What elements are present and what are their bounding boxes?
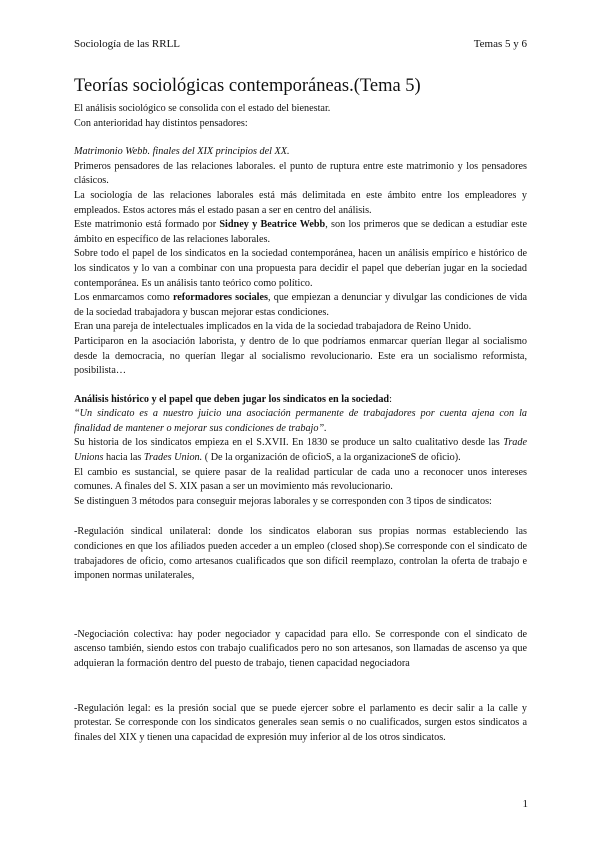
webb-paragraph-1: Primeros pensadores de las relaciones laborales. el punto de ruptura entre este matrimonio y los pensadores clásicos. — [74, 160, 527, 187]
page-number: 1 — [522, 798, 528, 810]
analisis-quote-text: “Un sindicato es a nuestro juicio una asociación permanente de trabajadores por cuenta ajena con la finalidad de mantener o mejorar sus condiciones de trabajo”. — [74, 408, 527, 434]
analisis-heading — [74, 393, 527, 408]
intro-line-2: Con anterioridad hay distintos pensadores: — [74, 117, 248, 129]
analisis-paragraph-3: Se distinguen 3 métodos para conseguir mejoras laborales y se corresponden con 3 tipos de sindicatos: — [74, 495, 492, 507]
webb-paragraph-6: Eran una pareja de intelectuales implicados en la vida de la sociedad trabajadora de Reino Unido. — [74, 321, 472, 333]
page-title: Teorías sociológicas contemporáneas.(Tema 5) — [74, 76, 421, 96]
webb-p5-end: , que empiezan a denunciar y divulgar las condiciones de vida de la sociedad trabajadora y buscan mejorar estas condiciones. — [74, 292, 527, 318]
webb-reformadores: reformadores sociales — [172, 292, 268, 304]
analisis-heading-text: Análisis histórico y el papel que deben jugar los sindicatos en la sociedad — [74, 393, 390, 405]
webb-p5-start: Los enmarcamos como — [74, 292, 173, 304]
analisis-paragraph-2: El cambio es sustancial, se quiere pasar de la realidad particular de cada uno a reconocer unos intereses comunes. A finales del S. XIX pasan a ser un movimiento más revolucionario. — [74, 466, 527, 493]
analisis-trade-unions: Trade Unions — [74, 437, 527, 464]
webb-paragraph-5 — [74, 291, 527, 320]
page-content — [74, 74, 527, 745]
webb-p3-start: Este matrimonio está formado por — [74, 219, 220, 231]
analisis-p1-a: Su historia de los sindicatos empieza en el S.XVII. En 1830 se produce un salto cualitativo desde las — [74, 437, 504, 449]
webb-p3-end: , son los primeros que se dedican a estudiar este ámbito en específico de las relaciones laborales. — [74, 219, 527, 245]
webb-heading-text: Matrimonio Webb. finales del XIX principios del XX. — [74, 146, 290, 158]
webb-paragraph-4: Sobre todo el papel de los sindicatos en la sociedad contemporánea, hacen un análisis empírico e histórico de los sindicatos y lo van a combinar con una propuesta para decidir el papel que deberían jugar en la sociedad contemporánea. Es un análisis tanto teórico como político. — [74, 248, 527, 289]
intro-line-1: El análisis sociológico se consolida con el estado del bienestar. — [74, 103, 331, 114]
header-left: Sociología de las RRLL — [74, 38, 181, 50]
webb-heading — [74, 145, 527, 160]
analisis-trades-union: Trades Union. — [143, 452, 203, 464]
analisis-p1-c: hacia las — [103, 452, 144, 464]
analisis-heading-colon: : — [389, 393, 392, 405]
webb-paragraph-2: La sociología de las relaciones laborales está más delimitada en este ámbito entre los empleadores y empleados. Estos actores más el estado pasan a ser en centro del análisis. — [74, 189, 527, 216]
webb-names: Sidney y Beatrice Webb — [219, 219, 326, 231]
metodo-regulacion-sindical: -Regulación sindical unilateral: donde los sindicatos elaboran sus propias normas estableciendo las condiciones en que los afiliados pueden acceder a un empleo (closed shop).Se corresponde con el sindicato de trabajadores de oficio, como artesanos cualificados que son difícil reemplazo, controlan la oferta de trabajo e imponen normas unilaterales, — [74, 526, 527, 582]
analisis-quote — [74, 407, 527, 436]
header-right: Temas 5 y 6 — [473, 38, 527, 50]
analisis-paragraph-1 — [74, 436, 527, 465]
metodo-negociacion-colectiva: -Negociación colectiva: hay poder negociador y capacidad para ello. Se corresponde con el sindicato de ascenso también, siendo estos con trabajo cualificados pero no son artesanos, son llamadas de ascenso ya que adquieran la formación dentro del puesto de trabajo, tienen capacidad negociadora — [74, 628, 527, 669]
webb-paragraph-7: Participaron en la asociación laborista, y dentro de lo que podríamos enmarcar querían llegar al socialismo desde la democracia, no querían llegar al socialismo revolucionario. Este era un socialismo reformista, posibilista… — [74, 335, 527, 377]
analisis-p1-e: ( De la organización de oficioS, a la organizacioneS de oficio). — [202, 452, 461, 464]
metodo-regulacion-legal: -Regulación legal: es la presión social que se puede ejercer sobre el parlamento es decir salir a la calle y protestar. Se corresponde con los sindicatos generales sean semis o no cualificados, surgen estos sindicatos a finales del XIX y tienen una capacidad de expresión muy inferior al de los otros sindicatos. — [74, 702, 527, 743]
webb-paragraph-3 — [74, 218, 527, 247]
